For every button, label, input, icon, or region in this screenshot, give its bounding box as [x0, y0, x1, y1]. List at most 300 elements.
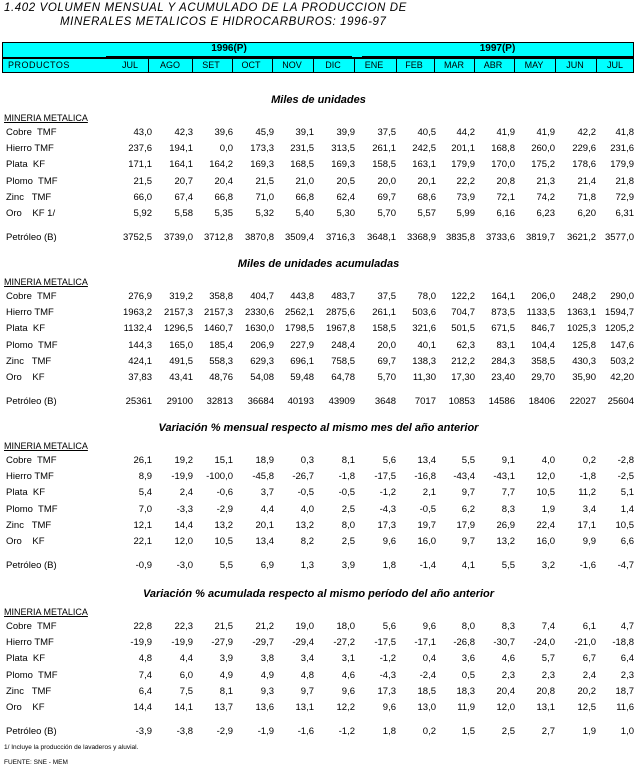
table-cell: 10853 — [448, 396, 475, 408]
table-cell: 20,8 — [496, 175, 515, 187]
table-cell: -45,8 — [252, 471, 274, 483]
table-cell: 1296,5 — [163, 323, 193, 335]
table-cell: 22,3 — [174, 621, 193, 632]
table-cell: 8,1 — [341, 455, 355, 466]
table-cell: 83,1 — [496, 339, 515, 351]
table-cell: 491,5 — [169, 355, 193, 367]
table-cell: 7,4 — [541, 621, 555, 632]
table-cell: 3819,7 — [525, 232, 555, 244]
table-cell: 12,1 — [133, 519, 152, 531]
table-cell: 3,2 — [541, 560, 555, 572]
table-cell: 32813 — [206, 396, 233, 408]
table-cell: 1460,7 — [203, 323, 233, 335]
table-cell: 6,20 — [577, 208, 596, 219]
table-cell: 846,7 — [531, 323, 555, 335]
table-cell: 22,1 — [133, 536, 152, 547]
table-cell: -1,6 — [297, 726, 314, 738]
table-cell: 3,4 — [582, 503, 596, 515]
row-label: Zinc TMF — [6, 685, 52, 697]
table-cell: 5,30 — [336, 208, 355, 219]
month-header-2: SET — [202, 60, 220, 70]
table-cell: 2330,6 — [244, 307, 274, 319]
table-cell: 1132,4 — [123, 323, 152, 335]
table-cell: 4,6 — [501, 653, 515, 665]
table-cell: 11,6 — [616, 702, 634, 713]
table-cell: 4,4 — [179, 653, 193, 665]
table-cell: 3835,8 — [445, 232, 475, 244]
table-cell: 5,6 — [382, 621, 396, 632]
table-cell: 4,0 — [300, 503, 314, 515]
table-cell: 3,4 — [300, 653, 314, 665]
table-cell: 71,0 — [255, 191, 274, 203]
table-cell: 35,90 — [572, 372, 596, 383]
table-cell: 18406 — [528, 396, 555, 408]
row-label: Plomo TMF — [6, 175, 58, 187]
row-label: Hierro TMF — [6, 143, 54, 155]
table-cell: 25361 — [125, 396, 152, 408]
table-cell: 248,4 — [331, 339, 355, 351]
table-cell: 170,0 — [491, 159, 515, 171]
table-cell: 13,2 — [214, 519, 233, 531]
table-cell: 37,5 — [377, 291, 396, 302]
table-cell: -17,1 — [414, 637, 436, 649]
table-cell: 19,7 — [417, 519, 436, 531]
table-cell: 20,4 — [496, 685, 515, 697]
month-header-4: NOV — [282, 60, 302, 70]
table-cell: 15,1 — [214, 455, 233, 466]
mineria-metalica-label: MINERIA METALICA — [4, 113, 88, 123]
table-cell: 164,1 — [169, 159, 193, 171]
table-cell: 19,0 — [295, 621, 314, 632]
month-header-6: ENE — [364, 60, 384, 70]
table-cell: -26,7 — [292, 471, 314, 483]
table-cell: 260,0 — [531, 143, 555, 155]
row-label: Zinc TMF — [6, 191, 52, 203]
row-label-petroleo: Petróleo (B) — [6, 726, 57, 738]
table-cell: 21,5 — [255, 175, 274, 187]
table-cell: 7,5 — [179, 685, 193, 697]
table-cell: 8,0 — [461, 621, 475, 632]
table-cell: 227,9 — [290, 339, 314, 351]
table-cell: 19,2 — [174, 455, 193, 466]
table-cell: 8,2 — [300, 536, 314, 547]
table-cell: 66,0 — [133, 191, 152, 203]
table-cell: 4,9 — [219, 669, 233, 681]
table-cell: 4,8 — [138, 653, 152, 665]
table-cell: 873,5 — [491, 307, 515, 319]
row-label: Cobre TMF — [6, 291, 57, 302]
table-cell: 430,3 — [572, 355, 596, 367]
table-cell: 2,7 — [541, 726, 555, 738]
table-cell: 4,9 — [260, 669, 274, 681]
table-cell: 3,8 — [260, 653, 274, 665]
row-label-petroleo: Petróleo (B) — [6, 560, 57, 572]
table-title-line2: MINERALES METALICOS E HIDROCARBUROS: 1996-97 — [60, 16, 387, 28]
table-cell: 39,1 — [295, 127, 314, 138]
table-cell: 17,3 — [377, 519, 396, 531]
table-cell: 501,5 — [451, 323, 475, 335]
table-cell: 206,9 — [250, 339, 274, 351]
month-header-11: JUN — [566, 60, 584, 70]
table-cell: 6,6 — [620, 536, 634, 547]
table-cell: 22,2 — [456, 175, 475, 187]
table-cell: 4,1 — [461, 560, 475, 572]
table-cell: 9,3 — [260, 685, 274, 697]
table-cell: 45,9 — [255, 127, 274, 138]
table-cell: 169,3 — [331, 159, 355, 171]
table-cell: 8,9 — [138, 471, 152, 483]
row-label: Zinc TMF — [6, 519, 52, 531]
table-cell: 3648 — [374, 396, 396, 408]
table-cell: 13,2 — [295, 519, 314, 531]
table-cell: 13,2 — [496, 536, 515, 547]
table-cell: 169,3 — [250, 159, 274, 171]
table-cell: -1,2 — [379, 653, 396, 665]
table-cell: 179,9 — [451, 159, 475, 171]
table-cell: 8,3 — [501, 503, 515, 515]
table-cell: 1594,7 — [604, 307, 634, 319]
table-cell: 69,7 — [377, 355, 396, 367]
table-cell: 7,0 — [138, 503, 152, 515]
table-cell: 6,23 — [536, 208, 555, 219]
table-cell: 3577,0 — [604, 232, 634, 244]
row-label: Plata KF — [6, 323, 46, 335]
row-label: Plata KF — [6, 653, 46, 665]
table-cell: 44,2 — [456, 127, 475, 138]
table-cell: 5,58 — [174, 208, 193, 219]
table-cell: 14,4 — [174, 519, 193, 531]
table-cell: 9,6 — [422, 621, 436, 632]
table-cell: -21,0 — [574, 637, 596, 649]
table-cell: 7017 — [414, 396, 436, 408]
table-cell: 20,2 — [577, 685, 596, 697]
table-cell: 1133,5 — [526, 307, 555, 319]
row-label: Oro KF — [6, 372, 45, 383]
table-cell: 3733,6 — [485, 232, 515, 244]
table-cell: 1,0 — [620, 726, 634, 738]
table-cell: 40,5 — [417, 127, 436, 138]
table-cell: 242,5 — [412, 143, 436, 155]
productos-header: PRODUCTOS — [8, 60, 70, 70]
table-cell: 20,0 — [377, 339, 396, 351]
table-cell: 40193 — [287, 396, 314, 408]
table-cell: 503,2 — [610, 355, 634, 367]
table-cell: 9,6 — [341, 685, 355, 697]
table-cell: 201,1 — [451, 143, 475, 155]
table-cell: 21,5 — [214, 621, 233, 632]
month-header-7: FEB — [405, 60, 423, 70]
month-header-3: OCT — [241, 60, 261, 70]
table-cell: 3739,0 — [163, 232, 193, 244]
table-cell: 3368,9 — [406, 232, 436, 244]
table-cell: 13,1 — [536, 702, 555, 713]
table-cell: 1,9 — [541, 503, 555, 515]
table-cell: 5,32 — [255, 208, 274, 219]
table-cell: 1205,2 — [604, 323, 634, 335]
table-cell: 36684 — [247, 396, 274, 408]
table-cell: 261,1 — [372, 307, 396, 319]
table-cell: 2562,1 — [284, 307, 314, 319]
table-cell: 17,9 — [456, 519, 475, 531]
row-label: Plomo TMF — [6, 503, 58, 515]
table-cell: 5,99 — [456, 208, 475, 219]
year-1996-header: 1996(P) — [106, 43, 352, 57]
table-cell: 42,20 — [610, 372, 634, 383]
table-cell: 158,5 — [372, 323, 396, 335]
table-cell: 171,1 — [128, 159, 152, 171]
table-cell: 42,2 — [577, 127, 596, 138]
table-cell: -0,6 — [216, 487, 233, 499]
table-cell: 25604 — [607, 396, 634, 408]
row-label: Hierro TMF — [6, 637, 54, 649]
table-cell: -2,9 — [216, 726, 233, 738]
table-cell: 22,8 — [133, 621, 152, 632]
table-cell: 0,5 — [461, 669, 475, 681]
table-cell: 72,1 — [496, 191, 515, 203]
table-cell: 3,6 — [461, 653, 475, 665]
table-cell: -3,8 — [176, 726, 193, 738]
table-cell: 2,5 — [341, 536, 355, 547]
table-cell: 9,7 — [461, 487, 475, 499]
table-cell: 212,2 — [451, 355, 475, 367]
table-cell: 175,2 — [531, 159, 555, 171]
table-cell: 20,4 — [214, 175, 233, 187]
section-title-1: Miles de unidades acumuladas — [237, 258, 400, 270]
table-cell: 1,9 — [582, 726, 596, 738]
table-cell: 358,8 — [209, 291, 233, 302]
table-cell: -0,9 — [135, 560, 152, 572]
table-cell: 12,0 — [174, 536, 193, 547]
table-cell: 21,3 — [536, 175, 555, 187]
table-cell: 358,5 — [531, 355, 555, 367]
table-cell: 13,0 — [417, 702, 436, 713]
table-cell: -4,3 — [379, 669, 396, 681]
table-cell: 37,5 — [377, 127, 396, 138]
table-cell: 173,3 — [250, 143, 274, 155]
table-cell: 13,4 — [417, 455, 436, 466]
table-cell: 290,0 — [610, 291, 634, 302]
table-cell: 39,6 — [214, 127, 233, 138]
month-header-1: AGO — [159, 60, 180, 70]
table-cell: 26,9 — [496, 519, 515, 531]
table-cell: 43909 — [328, 396, 355, 408]
table-cell: 17,3 — [377, 685, 396, 697]
table-cell: 39,9 — [336, 127, 355, 138]
table-cell: -4,3 — [379, 503, 396, 515]
table-cell: 1,8 — [382, 560, 396, 572]
table-cell: 1,8 — [382, 726, 396, 738]
row-label-petroleo: Petróleo (B) — [6, 396, 57, 408]
table-cell: 0,3 — [300, 455, 314, 466]
table-cell: 3752,5 — [122, 232, 152, 244]
row-label: Cobre TMF — [6, 455, 57, 466]
row-label: Oro KF — [6, 702, 45, 713]
table-cell: 21,8 — [615, 175, 634, 187]
table-cell: 20,7 — [174, 175, 193, 187]
table-cell: 11,9 — [457, 702, 475, 713]
table-cell: -16,8 — [414, 471, 436, 483]
table-cell: 20,1 — [255, 519, 274, 531]
table-cell: -1,2 — [338, 726, 355, 738]
table-cell: 3870,8 — [244, 232, 274, 244]
table-cell: 2157,3 — [163, 307, 193, 319]
table-cell: -24,0 — [533, 637, 555, 649]
table-cell: 3716,3 — [325, 232, 355, 244]
table-cell: 71,8 — [577, 191, 596, 203]
table-cell: 8,3 — [501, 621, 515, 632]
table-cell: 62,4 — [336, 191, 355, 203]
table-cell: -27,9 — [211, 637, 233, 649]
table-cell: 9,7 — [461, 536, 475, 547]
table-cell: 321,6 — [412, 323, 436, 335]
table-cell: 276,9 — [128, 291, 152, 302]
table-cell: 404,7 — [250, 291, 274, 302]
table-cell: 503,6 — [412, 307, 436, 319]
table-cell: 22027 — [569, 396, 596, 408]
table-cell: -1,2 — [379, 487, 396, 499]
table-cell: 72,9 — [615, 191, 634, 203]
table-cell: 5,70 — [377, 372, 396, 383]
table-cell: 4,0 — [541, 455, 555, 466]
row-label: Oro KF 1/ — [6, 208, 56, 219]
table-cell: 313,5 — [331, 143, 355, 155]
table-cell: 6,0 — [179, 669, 193, 681]
table-cell: 2,5 — [501, 726, 515, 738]
table-cell: 20,1 — [417, 175, 436, 187]
table-cell: 194,1 — [169, 143, 193, 155]
row-label: Cobre TMF — [6, 127, 57, 138]
table-cell: 7,7 — [501, 487, 515, 499]
table-cell: 12,5 — [577, 702, 596, 713]
table-cell: 3712,8 — [203, 232, 233, 244]
table-cell: 43,0 — [133, 127, 152, 138]
table-cell: 558,3 — [209, 355, 233, 367]
table-cell: 14586 — [488, 396, 515, 408]
table-cell: 9,9 — [582, 536, 596, 547]
table-cell: -27,2 — [333, 637, 355, 649]
table-cell: -2,4 — [419, 669, 436, 681]
row-label: Cobre TMF — [6, 621, 57, 632]
table-cell: 22,4 — [536, 519, 555, 531]
table-cell: 6,31 — [615, 208, 634, 219]
table-cell: -19,9 — [130, 637, 152, 649]
table-cell: 5,5 — [461, 455, 475, 466]
table-cell: 48,76 — [209, 372, 233, 383]
table-cell: 9,1 — [501, 455, 515, 466]
table-cell: 16,0 — [417, 536, 436, 547]
table-cell: 284,3 — [491, 355, 515, 367]
table-cell: 40,1 — [417, 339, 436, 351]
table-cell: -29,4 — [292, 637, 314, 649]
table-cell: 29100 — [166, 396, 193, 408]
section-title-0: Miles de unidades — [271, 94, 366, 106]
row-label: Zinc TMF — [6, 355, 52, 367]
table-cell: 5,5 — [219, 560, 233, 572]
table-cell: 3,9 — [341, 560, 355, 572]
table-cell: 0,0 — [219, 143, 233, 155]
table-cell: 0,2 — [422, 726, 436, 738]
table-cell: 12,0 — [496, 702, 515, 713]
table-cell: 2,4 — [179, 487, 193, 499]
row-label: Hierro TMF — [6, 471, 54, 483]
table-cell: -1,8 — [338, 471, 355, 483]
table-cell: 3509,4 — [284, 232, 314, 244]
table-cell: 5,92 — [133, 208, 152, 219]
table-cell: 37,83 — [128, 372, 152, 383]
table-cell: -2,9 — [216, 503, 233, 515]
table-cell: 41,9 — [536, 127, 555, 138]
mineria-metalica-label: MINERIA METALICA — [4, 607, 88, 617]
table-cell: 74,2 — [536, 191, 555, 203]
table-cell: 2157,3 — [203, 307, 233, 319]
table-cell: 206,0 — [531, 291, 555, 302]
table-cell: 20,8 — [536, 685, 555, 697]
table-cell: 229,6 — [572, 143, 596, 155]
table-cell: 18,7 — [615, 685, 634, 697]
table-cell: 1025,3 — [566, 323, 596, 335]
table-cell: 147,6 — [610, 339, 634, 351]
table-cell: 4,6 — [341, 669, 355, 681]
table-cell: 13,4 — [255, 536, 274, 547]
table-cell: 231,6 — [610, 143, 634, 155]
table-cell: 41,8 — [615, 127, 634, 138]
table-cell: 6,1 — [582, 621, 596, 632]
table-cell: 3,7 — [260, 487, 274, 499]
table-cell: 158,5 — [372, 159, 396, 171]
table-cell: 54,08 — [250, 372, 274, 383]
month-header-9: ABR — [483, 60, 503, 70]
table-cell: -3,3 — [176, 503, 193, 515]
table-cell: 17,1 — [577, 519, 596, 531]
table-cell: 18,5 — [417, 685, 436, 697]
table-cell: 43,41 — [169, 372, 193, 383]
table-cell: -26,8 — [453, 637, 475, 649]
table-cell: 67,4 — [174, 191, 193, 203]
table-cell: 11,30 — [412, 372, 436, 383]
table-cell: 1963,2 — [122, 307, 152, 319]
table-cell: 104,4 — [531, 339, 555, 351]
table-cell: 0,2 — [582, 455, 596, 466]
table-cell: 168,5 — [290, 159, 314, 171]
table-cell: 18,3 — [456, 685, 475, 697]
table-cell: 164,1 — [491, 291, 515, 302]
table-cell: 6,4 — [620, 653, 634, 665]
table-cell: 5,6 — [382, 455, 396, 466]
month-header-12: JUL — [606, 60, 623, 70]
month-header-5: DIC — [325, 60, 341, 70]
table-cell: 5,4 — [138, 487, 152, 499]
table-cell: 138,3 — [412, 355, 436, 367]
table-cell: 9,6 — [382, 536, 396, 547]
table-cell: 17,30 — [451, 372, 475, 383]
table-cell: 424,1 — [128, 355, 152, 367]
table-cell: 164,2 — [209, 159, 233, 171]
month-header-10: MAY — [524, 60, 544, 70]
table-cell: -19,9 — [171, 471, 193, 483]
table-cell: 59,48 — [290, 372, 314, 383]
table-cell: -1,6 — [579, 560, 596, 572]
table-cell: 3,9 — [219, 653, 233, 665]
row-label-petroleo: Petróleo (B) — [6, 232, 57, 244]
table-cell: 20,0 — [377, 175, 396, 187]
table-cell: 261,1 — [372, 143, 396, 155]
table-cell: 2,4 — [582, 669, 596, 681]
source-note: FUENTE: SNE - MEM — [4, 759, 68, 766]
table-cell: 178,6 — [572, 159, 596, 171]
table-cell: 165,0 — [169, 339, 193, 351]
table-cell: 2875,6 — [325, 307, 355, 319]
table-cell: 168,8 — [491, 143, 515, 155]
